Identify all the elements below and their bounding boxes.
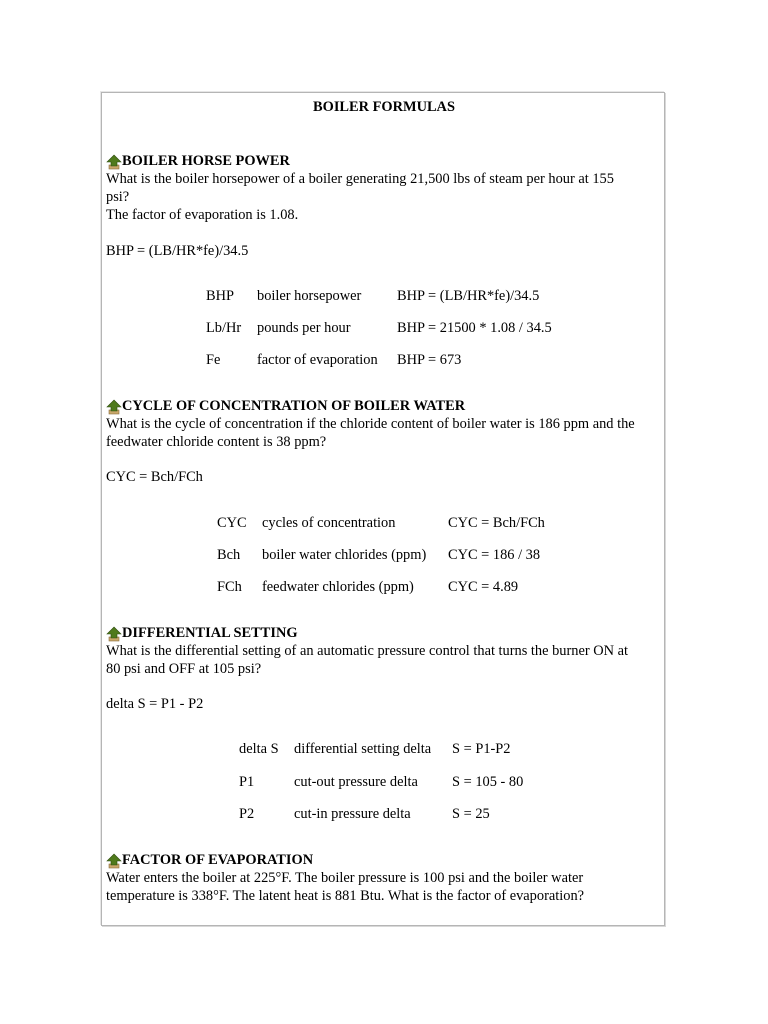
- section-heading-boiler-horse-power[interactable]: [106, 152, 290, 170]
- calc-cell: CYC = 4.89: [448, 579, 519, 595]
- section-question: [106, 170, 662, 224]
- question-line: What is the boiler horsepower of a boiler generating 21,500 lbs of steam per hour at 155: [106, 171, 614, 187]
- back-to-top-icon[interactable]: [106, 399, 122, 415]
- calc-cell: BHP = 673: [397, 352, 462, 368]
- calc-cell: S = 25: [452, 806, 490, 822]
- calc-cell: CYC = Bch/FCh: [448, 515, 545, 531]
- meaning-cell: feedwater chlorides (ppm): [262, 579, 414, 595]
- meaning-cell: cut-in pressure delta: [294, 806, 411, 822]
- calc-cell: S = 105 - 80: [452, 774, 524, 790]
- calc-cell: CYC = 186 / 38: [448, 547, 541, 563]
- section-heading-text: FACTOR OF EVAPORATION: [122, 852, 314, 868]
- meaning-cell: differential setting delta: [294, 741, 432, 757]
- symbol-cell: P1: [239, 774, 255, 790]
- section-heading-cycle-of-concentration[interactable]: [106, 397, 465, 415]
- section-question: [106, 642, 662, 678]
- symbol-cell: Lb/Hr: [206, 320, 242, 336]
- symbol-cell: Bch: [217, 547, 241, 563]
- question-line: What is the cycle of concentration if the chloride content of boiler water is 186 ppm and the: [106, 416, 635, 432]
- question-line: 80 psi and OFF at 105 psi?: [106, 661, 262, 677]
- section-heading-text: BOILER HORSE POWER: [122, 153, 290, 169]
- page-title: BOILER FORMULAS: [313, 99, 455, 115]
- section-heading-factor-of-evaporation[interactable]: [106, 851, 313, 869]
- symbol-cell: FCh: [217, 579, 242, 595]
- section-heading-text: CYCLE OF CONCENTRATION OF BOILER WATER: [122, 398, 466, 414]
- symbol-cell: CYC: [217, 515, 247, 531]
- section-formula: BHP = (LB/HR*fe)/34.5: [106, 243, 249, 259]
- question-line: Water enters the boiler at 225°F. The boiler pressure is 100 psi and the boiler water: [106, 870, 584, 886]
- symbol-cell: Fe: [206, 352, 221, 368]
- section-question: [106, 869, 662, 905]
- calc-cell: BHP = 21500 * 1.08 / 34.5: [397, 320, 552, 336]
- section-question: [106, 415, 662, 451]
- back-to-top-icon[interactable]: [106, 154, 122, 170]
- meaning-cell: pounds per hour: [257, 320, 351, 336]
- meaning-cell: factor of evaporation: [257, 352, 378, 368]
- calc-cell: S = P1-P2: [452, 741, 511, 757]
- section-formula: delta S = P1 - P2: [106, 696, 204, 712]
- question-line: feedwater chloride content is 38 ppm?: [106, 434, 327, 450]
- symbol-cell: delta S: [239, 741, 279, 757]
- meaning-cell: boiler horsepower: [257, 288, 362, 304]
- question-line: The factor of evaporation is 1.08.: [106, 207, 299, 223]
- back-to-top-icon[interactable]: [106, 626, 122, 642]
- meaning-cell: boiler water chlorides (ppm): [262, 547, 427, 563]
- section-heading-differential-setting[interactable]: [106, 624, 298, 642]
- question-line: psi?: [106, 189, 130, 205]
- meaning-cell: cycles of concentration: [262, 515, 396, 531]
- symbol-cell: BHP: [206, 288, 234, 304]
- calc-cell: BHP = (LB/HR*fe)/34.5: [397, 288, 540, 304]
- section-formula: CYC = Bch/FCh: [106, 469, 203, 485]
- question-line: What is the differential setting of an automatic pressure control that turns the burner ON at: [106, 643, 629, 659]
- meaning-cell: cut-out pressure delta: [294, 774, 418, 790]
- symbol-cell: P2: [239, 806, 255, 822]
- question-line: temperature is 338°F. The latent heat is 881 Btu. What is the factor of evaporation?: [106, 888, 585, 904]
- back-to-top-icon[interactable]: [106, 853, 122, 869]
- section-heading-text: DIFFERENTIAL SETTING: [122, 625, 298, 641]
